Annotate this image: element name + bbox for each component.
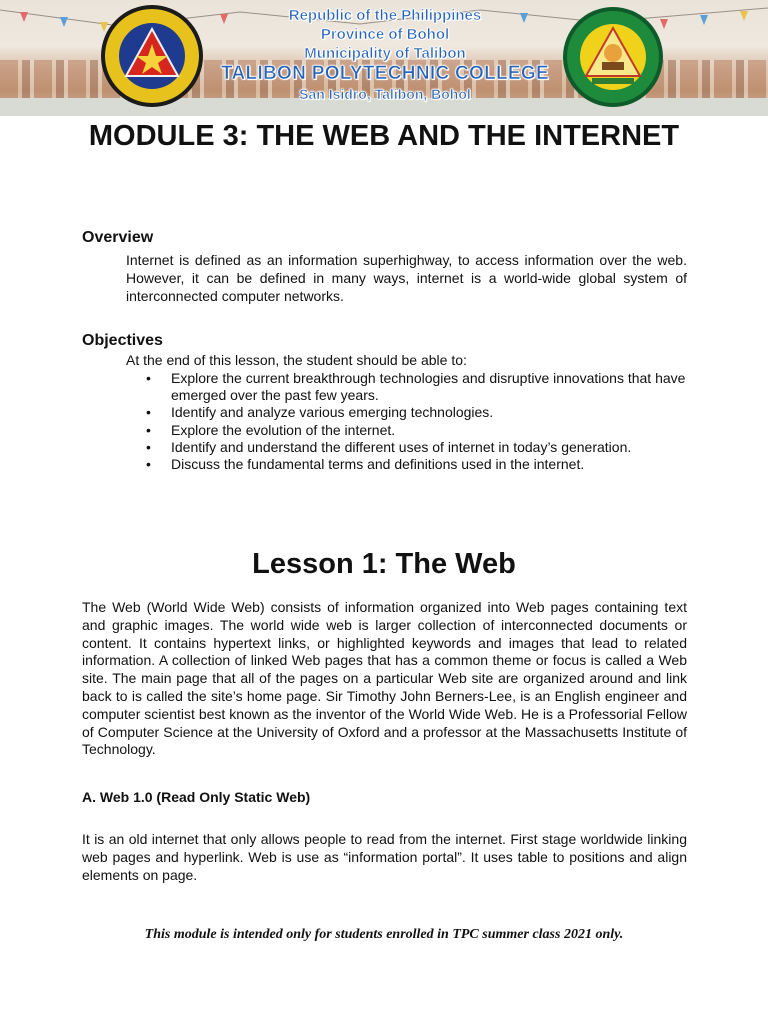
lesson-intro: The Web (World Wide Web) consists of information organized into Web pages containing text and graphic images. The world wide web is larger collection of interconnected documents or content. It contains hypertext links, or highlighted keywords and images that lead to related information. A collection of linked Web pages that has a common theme or focus is called a Web site. The main page that all of the pages on a particular Web site are organized around and link back to is called the site’s home page. Sir Timothy John Berners-Lee, is an English engineer and computer scientist best known as the inventor of the World Wide Web. He is a Professorial Fellow of Computer Science at the University of Oxford and a professor at the Massachusetts Institute of Technology.	[82, 599, 687, 758]
municipality-line: Municipality of Talibon	[304, 45, 466, 62]
objectives-intro: At the end of this lesson, the student should be able to:	[126, 352, 467, 368]
list-item	[126, 456, 686, 473]
college-address: San Isidro, Talibon, Bohol	[299, 86, 471, 102]
province-line: Province of Bohol	[320, 26, 450, 43]
objective-text: Discuss the fundamental terms and definitions used in the internet.	[171, 456, 585, 473]
bullet-icon: •	[146, 404, 151, 421]
bullet-icon: •	[146, 370, 151, 386]
lesson-title: Lesson 1: The Web	[252, 548, 516, 580]
institution-heading	[200, 6, 570, 104]
objective-text: Identify and understand the different uses of internet in today’s generation.	[171, 438, 632, 455]
objective-text: Explore the current breakthrough technologies and disruptive innovations that have emerged over the past few years.	[171, 370, 686, 404]
objective-text: Explore the evolution of the internet.	[171, 421, 396, 438]
web1-text: It is an old internet that only allows people to read from the internet. First stage worldwide linking web pages and hyperlink. Web is use as “information portal”. It uses table to positions and align elements on page.	[82, 831, 687, 883]
overview-heading: Overview	[82, 229, 154, 246]
list-item	[126, 370, 686, 404]
republic-line: Republic of the Philippines	[288, 7, 482, 24]
college-seal-icon	[562, 6, 664, 108]
municipality-seal-icon	[100, 4, 204, 108]
overview-text: Internet is defined as an information superhighway, to access information over the web. However, it can be defined in many ways, internet is a world-wide global system of interconnected computer networks.	[126, 252, 687, 304]
college-name: TALIBON POLYTECHNIC COLLEGE	[221, 63, 549, 84]
list-item	[126, 439, 686, 456]
objective-text: Identify and analyze various emerging technologies.	[171, 404, 494, 421]
objectives-heading: Objectives	[82, 332, 163, 349]
list-item	[126, 422, 686, 439]
header-banner	[0, 0, 768, 116]
bullet-icon: •	[146, 438, 151, 455]
bullet-icon: •	[146, 421, 151, 438]
footer-note: This module is intended only for students enrolled in TPC summer class 2021 only.	[144, 927, 624, 942]
web1-heading: A. Web 1.0 (Read Only Static Web)	[82, 789, 311, 805]
module-title: MODULE 3: THE WEB AND THE INTERNET	[88, 120, 680, 152]
bullet-icon: •	[146, 456, 151, 473]
objectives-list	[126, 370, 686, 473]
list-item	[126, 404, 686, 421]
